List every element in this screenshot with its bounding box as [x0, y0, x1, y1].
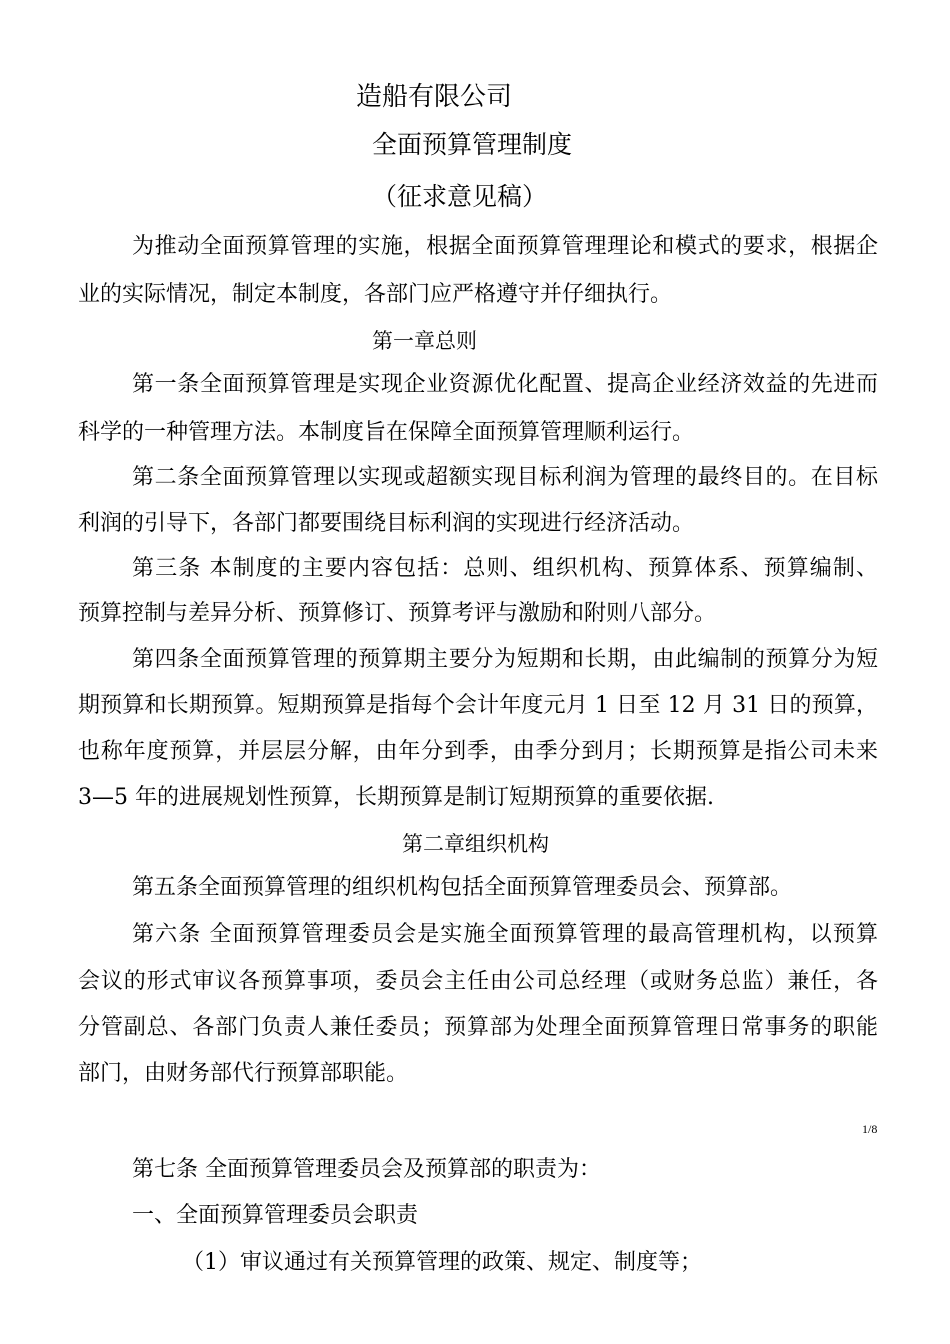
- article-1-line-1: 第一条全面预算管理是实现企业资源优化配置、提高企业经济效益的先进而: [132, 372, 878, 397]
- article-7-line-1: 第七条 全面预算管理委员会及预算部的职责为：: [132, 1157, 601, 1182]
- article-4-line-1: 第四条全面预算管理的预算期主要分为短期和长期，由此编制的预算分为短: [132, 647, 878, 672]
- page-number: 1/8: [862, 1122, 878, 1136]
- article-6-line-4: 部门，由财务部代行预算部职能。: [78, 1061, 409, 1086]
- article-3-line-1: 第三条 本制度的主要内容包括：总则、组织机构、预算体系、预算编制、: [132, 556, 878, 581]
- company-name: 造船有限公司: [356, 82, 513, 112]
- article-2-line-1: 第二条全面预算管理以实现或超额实现目标利润为管理的最终目的。在目标: [132, 465, 878, 490]
- article-5-line-1: 第五条全面预算管理的组织机构包括全面预算管理委员会、预算部。: [132, 875, 793, 900]
- chapter-1-heading: 第一章总则: [372, 329, 477, 353]
- article-6-line-3: 分管副总、各部门负责人兼任委员；预算部为处理全面预算管理日常事务的职能: [78, 1015, 878, 1040]
- article-6-line-2: 会议的形式审议各预算事项，委员会主任由公司总经理（或财务总监）兼任，各: [78, 969, 878, 994]
- article-4-line-4: 3—5 年的进展规划性预算，长期预算是制订短期预算的重要依据.: [78, 785, 714, 810]
- intro-line-2: 业的实际情况，制定本制度，各部门应严格遵守并仔细执行。: [78, 282, 673, 307]
- item-1: （1）审议通过有关预算管理的政策、规定、制度等；: [182, 1250, 702, 1275]
- article-4-line-3: 也称年度预算，并层层分解，由年分到季，由季分到月；长期预算是指公司未来: [78, 739, 878, 764]
- article-6-line-1: 第六条 全面预算管理委员会是实施全面预算管理的最高管理机构，以预算: [132, 922, 878, 947]
- article-2-line-2: 利润的引导下，各部门都要围绕目标利润的实现进行经济活动。: [78, 511, 695, 536]
- intro-line-1: 为推动全面预算管理的实施，根据全面预算管理理论和模式的要求，根据企: [132, 234, 878, 259]
- article-4-line-2: 期预算和长期预算。短期预算是指每个会计年度元月 1 日至 12 月 31 日的预算，: [78, 693, 878, 718]
- article-3-line-2: 预算控制与差异分析、预算修订、预算考评与激励和附则八部分。: [78, 601, 717, 626]
- section-1-heading: 一、全面预算管理委员会职责: [132, 1203, 419, 1228]
- document-title: 全面预算管理制度: [372, 130, 573, 159]
- article-1-line-2: 科学的一种管理方法。本制度旨在保障全面预算管理顺利运行。: [78, 420, 695, 445]
- document-subtitle: （征求意见稿）: [372, 182, 548, 211]
- chapter-2-heading: 第二章组织机构: [402, 832, 549, 856]
